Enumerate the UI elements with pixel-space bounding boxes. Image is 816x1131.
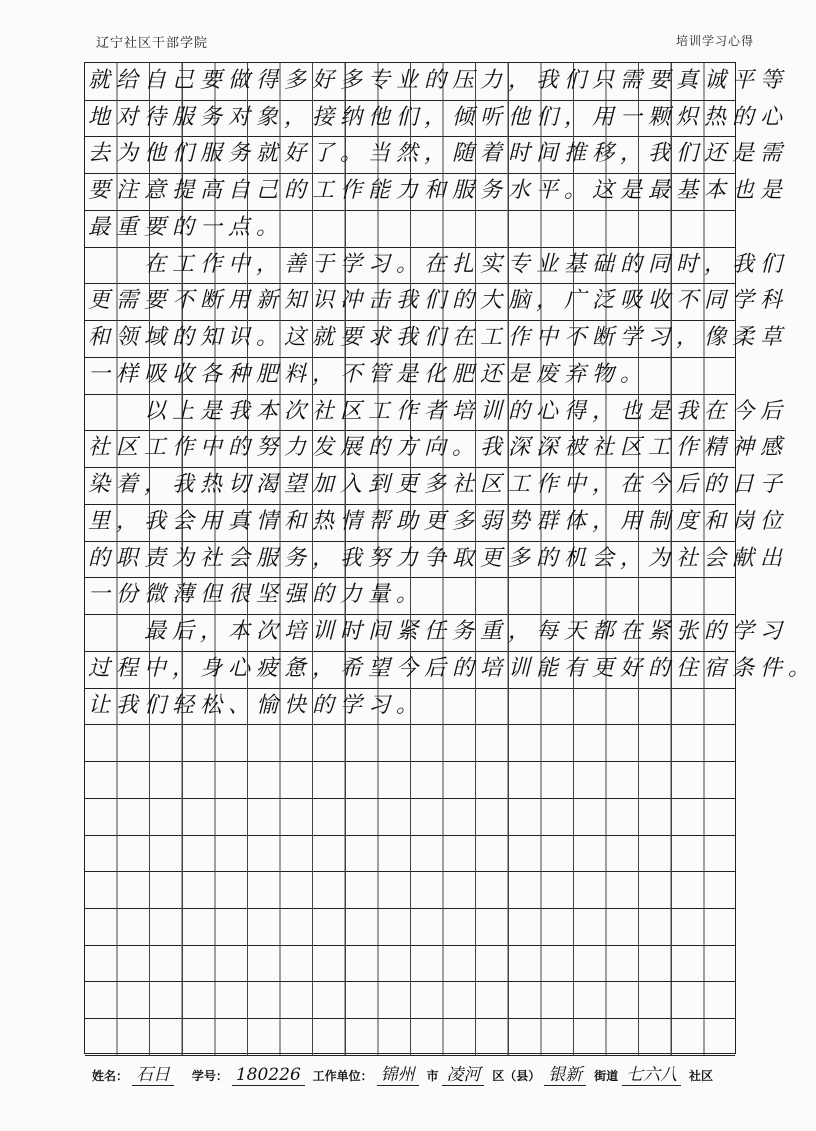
grid-row xyxy=(85,871,735,909)
district-value: 凌河 xyxy=(442,1060,484,1086)
grid-row xyxy=(85,210,735,248)
handwritten-line: 染着，我热切渴望加入到更多社区工作中，在今后的日子 xyxy=(88,472,789,498)
work-label: 工作单位： xyxy=(312,1069,373,1083)
handwritten-line xyxy=(88,1022,732,1055)
handwritten-line xyxy=(88,728,732,761)
handwritten-line: 一份微薄但很坚强的力量。 xyxy=(88,582,425,608)
community-suffix: 社区 xyxy=(688,1069,713,1083)
grid-row xyxy=(85,688,735,726)
handwritten-line xyxy=(88,765,732,798)
footer xyxy=(88,1060,760,1086)
handwritten-line xyxy=(88,949,732,982)
handwritten-line: 就给自己要做得多好多专业的压力，我们只需要真诚平等 xyxy=(88,68,789,93)
handwritten-line: 要注意提高自己的工作能力和服务水平。这是最基本也是 xyxy=(88,178,789,204)
street-suffix: 街道 xyxy=(594,1069,619,1083)
handwritten-line: 最后，本次培训时间紧任务重，每天都在紧张的学习 xyxy=(88,619,789,645)
district-suffix: 区（县） xyxy=(492,1069,541,1083)
handwritten-line: 里，我会用真情和热情帮助更多弱势群体，用制度和岗位 xyxy=(88,508,789,534)
city-suffix: 市 xyxy=(426,1069,439,1083)
handwritten-line: 和领域的知识。这就要求我们在工作中不断学习，像柔草 xyxy=(88,325,789,351)
grid-row xyxy=(85,430,789,468)
handwritten-line: 一样吸收各种肥料，不管是化肥还是废弃物。 xyxy=(88,361,649,387)
grid-row xyxy=(85,504,789,542)
handwritten-line: 地对待服务对象，接纳他们，倾听他们，用一颗炽热的心 xyxy=(88,104,789,130)
grid-row xyxy=(85,247,789,285)
grid-row xyxy=(85,100,789,138)
grid-row xyxy=(85,614,789,652)
grid-row xyxy=(85,835,735,873)
grid-row xyxy=(85,357,735,395)
grid-row xyxy=(85,761,735,799)
handwritten-line xyxy=(88,986,732,1019)
grid-row xyxy=(85,982,735,1020)
grid-row xyxy=(85,283,789,321)
street-value: 银新 xyxy=(544,1060,586,1086)
name-value: 石日 xyxy=(132,1060,174,1086)
writing-grid xyxy=(84,62,816,1054)
grid-row xyxy=(85,173,789,211)
city-value: 锦州 xyxy=(377,1060,419,1086)
handwritten-line xyxy=(88,875,732,908)
grid-row xyxy=(85,798,735,836)
grid-row xyxy=(85,908,735,946)
header-doc-type: 培训学习心得 xyxy=(675,34,754,48)
grid-row xyxy=(85,394,789,432)
grid-row xyxy=(85,63,789,101)
handwritten-line xyxy=(88,912,732,945)
community-value: 七六八 xyxy=(622,1060,681,1086)
grid-row xyxy=(85,320,789,358)
id-label: 学号： xyxy=(191,1069,228,1083)
handwritten-line: 过程中，身心疲惫，希望今后的培训能有更好的住宿条件。 xyxy=(88,655,816,681)
name-label: 姓名： xyxy=(92,1069,129,1083)
handwritten-line: 社区工作中的努力发展的方向。我深深被社区工作精神感 xyxy=(88,435,789,461)
id-value: 180226 xyxy=(232,1065,305,1086)
grid-row xyxy=(85,467,789,505)
grid-row xyxy=(85,136,789,174)
handwritten-line: 更需要不断用新知识冲击我们的大脑，广泛吸收不同学科 xyxy=(88,288,789,314)
handwritten-line xyxy=(88,839,732,872)
handwritten-line: 最重要的一点。 xyxy=(88,214,285,240)
handwritten-line xyxy=(88,802,732,835)
grid-row xyxy=(85,724,735,762)
handwritten-line: 以上是我本次社区工作者培训的心得，也是我在今后 xyxy=(88,398,789,424)
grid-row xyxy=(85,945,735,983)
handwritten-line: 让我们轻松、愉快的学习。 xyxy=(88,692,425,718)
grid-row xyxy=(85,541,789,579)
grid-row xyxy=(85,1018,735,1056)
handwritten-line: 在工作中，善于学习。在扎实专业基础的同时，我们 xyxy=(88,251,789,277)
handwritten-line: 去为他们服务就好了。当然，随着时间推移，我们还是需 xyxy=(88,141,789,167)
grid-row xyxy=(85,577,735,615)
header-org: 辽宁社区干部学院 xyxy=(96,36,209,51)
handwritten-line: 的职责为社会服务，我努力争取更多的机会，为社会献出 xyxy=(88,545,789,571)
grid-row xyxy=(85,651,816,689)
